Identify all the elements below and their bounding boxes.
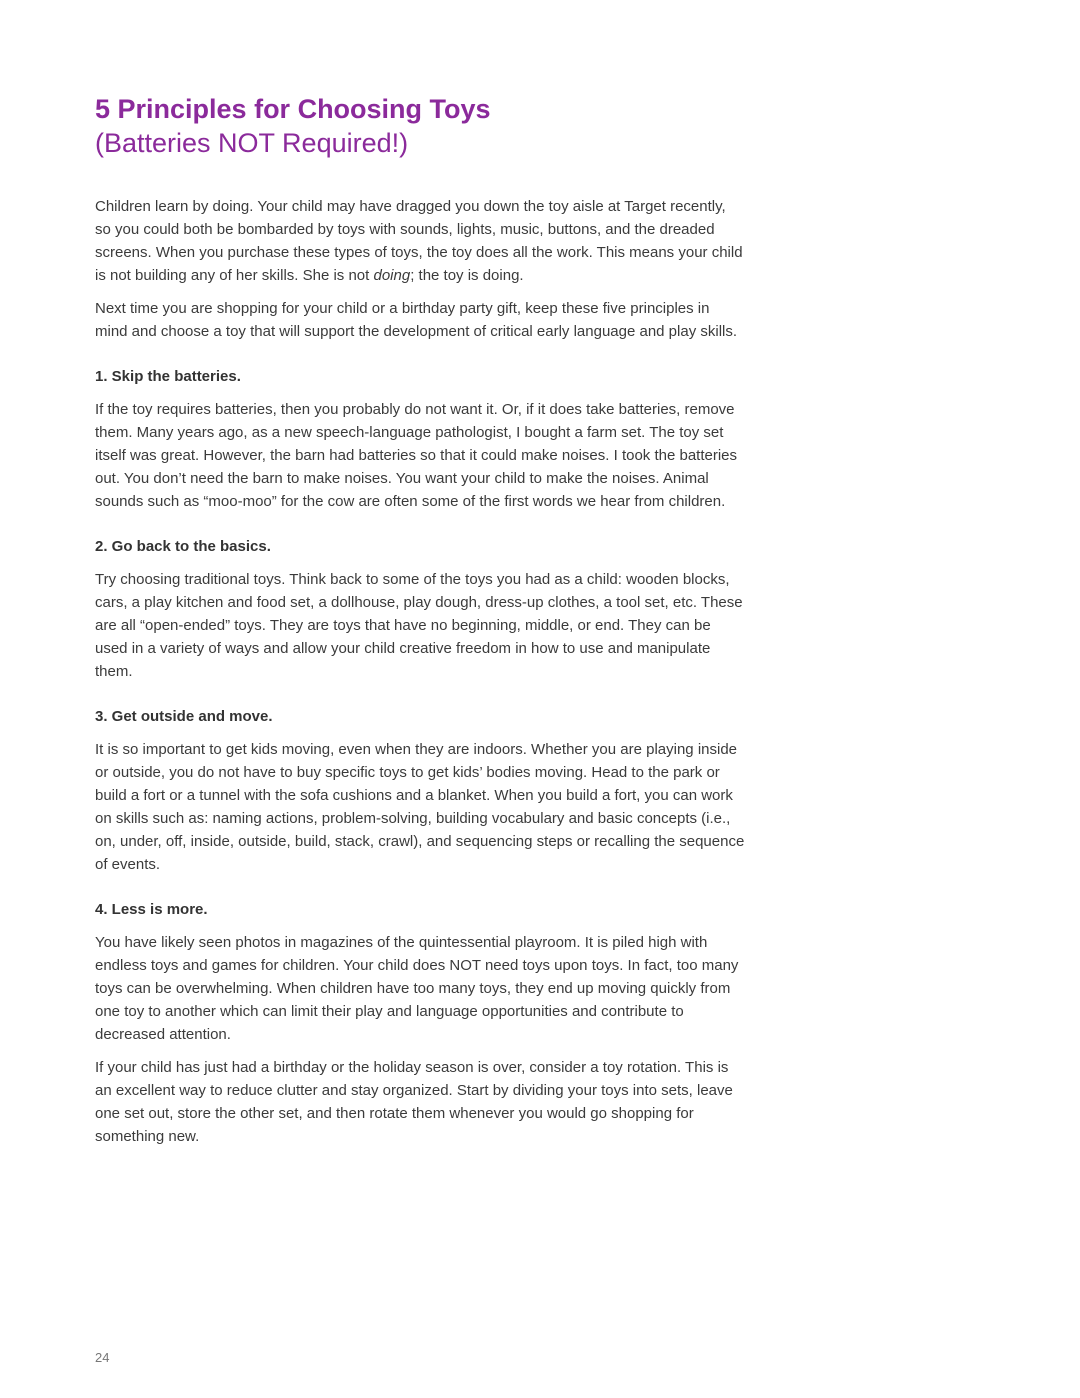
intro-paragraph-1: Children learn by doing. Your child may have dragged you down the toy aisle at Target recently, so you could both be bombarded by toys with sounds, lights, music, buttons, and the dreaded screens. When you purchase these types of toys, the toy does all the work. This means your child is not building any of her skills. She is not doing; the toy is doing. [95,198,743,284]
page-subtitle: (Batteries NOT Required!) [95,128,409,158]
section-paragraph: If your child has just had a birthday or the holiday season is over, consider a toy rotation. This is an excellent way to reduce clutter and stay organized. Start by dividing your toys into sets, leave one set out, store the other set, and then rotate them whenever you would go shopping for something new. [95,1059,733,1145]
section-heading: 4. Less is more. [95,901,208,918]
section-paragraph: It is so important to get kids moving, even when they are indoors. Whether you are playing inside or outside, you do not have to buy specific toys to get kids’ bodies moving. Head to the park or build a fort or a tunnel with the sofa cushions and a blanket. When you build a fort, you can work on skills such as: naming actions, problem-solving, building vocabulary and basic concepts (i.e., on, under, off, inside, outside, build, stack, crawl), and sequencing steps or recalling the sequence of events. [95,741,745,873]
document-page [95,92,745,1158]
section-get-outside [95,705,745,876]
section-paragraph: Try choosing traditional toys. Think back to some of the toys you had as a child: wooden blocks, cars, a play kitchen and food set, a dollhouse, play dough, dress-up clothes, a tool set, etc. These are all “open-ended” toys. They are toys that have no beginning, middle, or end. They can be used in a variety of ways and allow your child creative freedom in how to use and manipulate them. [95,571,743,680]
section-paragraph: You have likely seen photos in magazines of the quintessential playroom. It is piled high with endless toys and games for children. Your child does NOT need toys upon toys. In fact, too many toys can be overwhelming. When children have too many toys, they end up moving quickly from one toy to another which can limit their play and language opportunities and contribute to decreased attention. [95,934,739,1043]
section-back-to-basics [95,535,745,683]
section-paragraph: If the toy requires batteries, then you probably do not want it. Or, if it does take batteries, remove them. Many years ago, as a new speech-language pathologist, I bought a farm set. The toy set itself was great. However, the barn had batteries so that it could make noises. I took the batteries out. You don’t need the barn to make noises. You want your child to make the noises. Animal sounds such as “moo-moo” for the cow are often some of the first words we hear from children. [95,401,738,510]
section-heading: 2. Go back to the basics. [95,538,271,555]
section-heading: 1. Skip the batteries. [95,368,241,385]
section-skip-batteries [95,365,745,513]
section-less-is-more [95,898,745,1148]
intro-section [95,195,745,343]
page-title: 5 Principles for Choosing Toys [95,94,491,124]
intro-paragraph-2: Next time you are shopping for your child or a birthday party gift, keep these five principles in mind and choose a toy that will support the development of critical early language and play skills. [95,300,738,340]
section-heading: 3. Get outside and move. [95,708,273,725]
page-number: 24 [95,1350,110,1365]
